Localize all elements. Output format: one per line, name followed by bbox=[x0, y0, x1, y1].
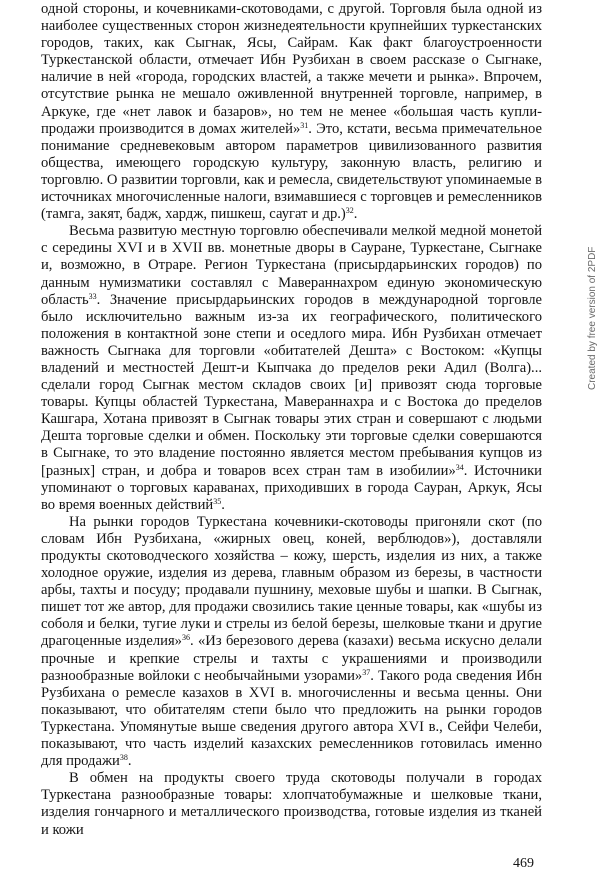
paragraph-text: . «Из березового дерева (казахи) весьма искусно делали прочные и крепкие стрелы и тахты с украшениями и производили разнообразные войлоки с необычайными узорами» bbox=[41, 633, 542, 684]
paragraph-text: . bbox=[353, 206, 358, 223]
paragraph-text: . Значение присырдарьинских городов в международной торговле было исключительно важным из-за их географического, политического положения в контактной зоне степи и оседлого мира. Ибн Рузбихан отмечает важность Сыгнака для торговли «обитателей Дешта» с Востоком: «Купцы владений и местностей Дешт-и Кыпчака до пределов реки Адил (Волга)... сделали город Сыгнак местом складов своих [и] привозят сюда торговые товары. Купцы областей Туркестана, Мавераннахра и с Востока до пределов Кашгара, Хотана привозят в Сыгнак товары этих стран и совершают с людьми Дешта торговые сделки и обмен. Поскольку эти торговые сделки совершаются в Сыгнаке, то это владение постоянно является местом пребывания купцов из [разных] стран, и добра и товаров всех стран там в изобилии» bbox=[41, 291, 542, 479]
paragraph-text: На рынки городов Туркестана кочевники-скотоводы пригоняли скот (по словам Ибн Рузбихана, «жирных овец, коней, верблюдов»), доставляли продукты скотоводческого хозяйства – кожу, шерсть, изделия из них, а также холодное оружие, изделия из дерева, главным образом из березы, в частности арбы, тахты и посуду; продавали пушнину, меховые шубы и шапки. В Сыгнак, пишет тот же автор, для продажи свозились такие ценные товары, как «шубы из соболя и белки, тугие луки и стрелы из белой березы, шелковые ткани и другие драгоценные изделия» bbox=[41, 513, 542, 650]
paragraph-text: . bbox=[127, 753, 132, 770]
paragraph-3 bbox=[41, 514, 542, 770]
footnote-ref: 38 bbox=[119, 753, 128, 763]
paragraph-text: . bbox=[221, 496, 225, 513]
paragraph-text: В обмен на продукты своего труда скотоводы получали в городах Туркестана разнообразные товары: хлопчатобумажные и шелковые ткани, изделия гончарного и металлического производства, готовые изделия из тканей и кожи bbox=[41, 770, 542, 838]
body-text bbox=[41, 1, 542, 839]
footnote-ref: 33 bbox=[88, 291, 97, 301]
footnote-ref: 31 bbox=[300, 120, 309, 130]
paragraph-text: . Это, кстати, весьма примечательное понимание средневековым автором параметров цивилизованного развития общества, имеющего городскую культуру, законную власть, религию и торговлю. О развитии торговли, как и ремесла, свидетельствуют упоминаемые в источниках многочисленные налоги, взимавшиеся с торговцев и ремесленников (тамга, закят, бадж, хардж, пишкеш, саугат и др.) bbox=[41, 120, 542, 223]
paragraph-text: . Такого рода сведения Ибн Рузбихана о ремесле казахов в XVI в. многочисленны и весьма ценны. Они показывают, что обитателям степи было что предложить на рынки городов Туркестана. Упомянутые выше сведения другого автора XVI в., Сейфи Челеби, показывают, что часть изделий казахских ремесленников готовилась именно для продажи bbox=[41, 667, 542, 770]
footnote-ref: 37 bbox=[362, 667, 371, 677]
paragraph-4 bbox=[41, 770, 542, 838]
paragraph-text: . Источники упоминают о торговых караванах, приходивших в города Сауран, Аркук, Ясы во время военных действий bbox=[41, 462, 542, 513]
paragraph-text: одной стороны, и кочевниками-скотоводами, с другой. Торговля была одной из наиболее существенных сторон жизнедеятельности крупнейших туркестанских городов, таких, как Сыгнак, Ясы, Сайрам. Как факт благоустроенности Туркестанской области, отмечает Ибн Рузбихан в своем рассказе о Сыгнаке, наличие в ней «города, городских властей, а также мечети и рынка». Впрочем, отсутствие рынка не мешало оживленной внутренней торговле, например, в Аркуке, где «нет лавок и базаров», но тем не менее «большая часть купли-продажи производится в домах жителей» bbox=[41, 1, 542, 137]
watermark-container bbox=[587, 60, 599, 390]
watermark-text: Created by free version of 2PDF bbox=[587, 246, 598, 390]
footnote-ref: 36 bbox=[181, 633, 190, 643]
footnote-ref: 32 bbox=[345, 206, 354, 216]
footnote-ref: 35 bbox=[213, 496, 222, 506]
page-number: 469 bbox=[513, 856, 534, 871]
paragraph-2 bbox=[41, 223, 542, 514]
paragraph-1 bbox=[41, 1, 542, 223]
footnote-ref: 34 bbox=[455, 462, 464, 472]
paragraph-text: Весьма развитую местную торговлю обеспечивали мелкой медной монетой с середины XVI и в XVII вв. монетные дворы в Сауране, Туркестане, Сыгнаке и, возможно, в Отраре. Регион Туркестана (присырдарьинских городов) по данным нумизматики составлял с Мавераннахром единую экономическую область bbox=[41, 223, 542, 308]
